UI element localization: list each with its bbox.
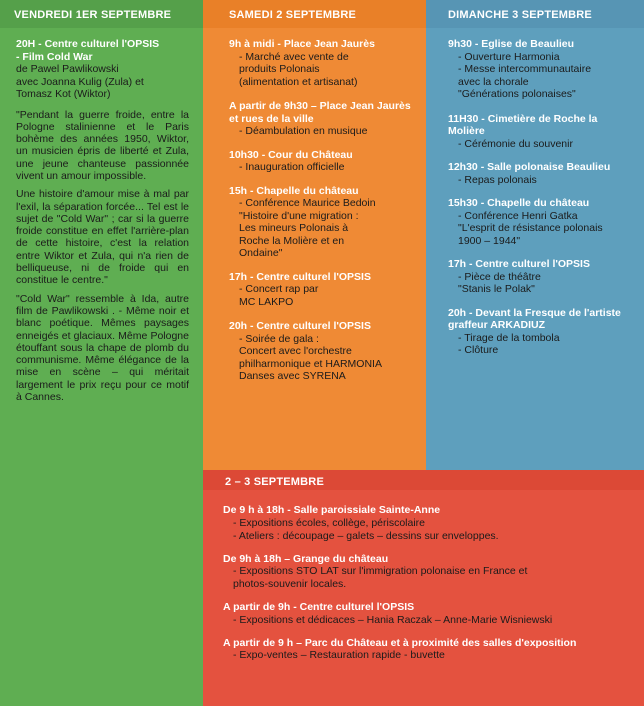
saturday-event-title: 9h à midi - Place Jean Jaurès xyxy=(229,38,375,50)
sunday-event-line: avec la chorale xyxy=(458,75,529,88)
weekend-panel xyxy=(203,470,644,706)
friday-film-line: - Film Cold War xyxy=(16,50,93,63)
sunday-event xyxy=(448,258,636,296)
sunday-event xyxy=(448,197,636,247)
weekend-event-line: - Expositions et dédicaces – Hania Raczak – Anne-Marie Wisniewski xyxy=(233,613,553,626)
sunday-event-line: "L'esprit de résistance polonais xyxy=(458,222,603,234)
weekend-body xyxy=(203,504,644,662)
sunday-event-title: 15h30 - Chapelle du château xyxy=(448,197,590,209)
saturday-event-line: Les mineurs Polonais à xyxy=(239,222,349,234)
saturday-event-line: produits Polonais xyxy=(239,63,320,75)
saturday-event-line: "Histoire d'une migration : xyxy=(239,209,359,222)
saturday-event-title: 15h - Chapelle du château xyxy=(229,184,359,197)
weekend-event-title: De 9h à 18h – Grange du château xyxy=(223,552,389,565)
sunday-event-line: 1900 – 1944" xyxy=(458,234,521,247)
sunday-event-line: - Tirage de la tombola xyxy=(458,331,560,344)
sunday-event-title: 11H30 - Cimetière de Roche la Molière xyxy=(448,112,598,137)
weekend-event-line: - Expositions écoles, collège, périscolaire xyxy=(233,516,426,529)
saturday-event xyxy=(229,320,412,383)
saturday-event-line: Roche la Molière et en xyxy=(239,234,345,247)
weekend-event-line: - Expositions STO LAT sur l'immigration polonaise en France et xyxy=(233,565,528,577)
sunday-event-title: 12h30 - Salle polonaise Beaulieu xyxy=(448,161,611,173)
sunday-event xyxy=(448,38,636,101)
saturday-event-line: Ondaine" xyxy=(239,247,283,259)
friday-synopsis: "Pendant la guerre froide, entre la Pologne stalinienne et le Paris bohème des années 1950, Wiktor, un musicien épris de liberté et Zula, une jeune chanteuse passionnée vivent un amour impossible. xyxy=(16,108,189,182)
weekend-event-title: A partir de 9h - Centre culturel l'OPSIS xyxy=(223,601,415,613)
friday-column xyxy=(0,0,203,706)
sunday-event-line: - Ouverture Harmonia xyxy=(458,50,560,63)
sunday-event-title: 9h30 - Eglise de Beaulieu xyxy=(448,38,575,50)
saturday-event-title: 20h - Centre culturel l'OPSIS xyxy=(229,320,371,332)
saturday-event xyxy=(229,271,412,309)
sunday-event xyxy=(448,161,636,186)
saturday-event-line: (alimentation et artisanat) xyxy=(239,75,358,88)
sunday-event-line: - Repas polonais xyxy=(458,173,537,186)
sunday-event-line: - Messe intercommunautaire xyxy=(458,63,592,75)
weekend-event-line: - Ateliers : découpage – galets – dessins sur enveloppes. xyxy=(233,529,499,542)
saturday-column xyxy=(203,0,426,470)
saturday-event-line: - Inauguration officielle xyxy=(239,161,345,173)
saturday-event-title: A partir de 9h30 – Place Jean Jaurès et rues de la ville xyxy=(229,100,411,125)
saturday-event-line: - Marché avec vente de xyxy=(239,50,349,63)
weekend-event-title: De 9 h à 18h - Salle paroissiale Sainte-Anne xyxy=(223,504,441,516)
sunday-column xyxy=(426,0,644,470)
sunday-event-title: 17h - Centre culturel l'OPSIS xyxy=(448,258,590,270)
sunday-body xyxy=(426,38,644,357)
weekend-event-title: A partir de 9 h – Parc du Château et à proximité des salles d'exposition xyxy=(223,636,577,649)
friday-header: VENDREDI 1ER SEPTEMBRE xyxy=(0,0,203,28)
weekend-event xyxy=(223,637,632,663)
sunday-event-line: - Pièce de théâtre xyxy=(458,270,541,283)
saturday-event-line: Concert avec l'orchestre xyxy=(239,345,352,357)
weekend-event xyxy=(223,601,632,627)
saturday-event xyxy=(229,185,412,260)
friday-body xyxy=(0,38,203,409)
saturday-event-line: MC LAKPO xyxy=(239,295,294,308)
weekend-event xyxy=(223,504,632,543)
weekend-header: 2 – 3 SEPTEMBRE xyxy=(203,470,644,490)
sunday-event-line: "Stanis le Polak" xyxy=(458,283,535,295)
weekend-event-line: - Expo-ventes – Restauration rapide - buvette xyxy=(233,649,445,661)
saturday-body xyxy=(203,38,426,383)
saturday-event-line: - Conférence Maurice Bedoin xyxy=(239,197,376,209)
saturday-event-line: - Déambulation en musique xyxy=(239,125,368,137)
saturday-event-title: 17h - Centre culturel l'OPSIS xyxy=(229,270,371,283)
friday-synopsis-2: Une histoire d'amour mise à mal par l'exil, la séparation forcée... Tel est le sujet de "Cold War" ; car si la guerre froide constitue en effet l'arrière-plan de cette histoire, c'est la relation entre Wiktor et Zula, qui n'a rien de belliqueuse, ni de froide qui en constitue le centre." xyxy=(16,188,189,287)
sunday-event-line: "Générations polonaises" xyxy=(458,88,576,100)
friday-synopsis-block xyxy=(16,109,189,404)
friday-film-line: avec Joanna Kulig (Zula) et xyxy=(16,75,144,88)
saturday-event xyxy=(229,38,412,88)
saturday-event xyxy=(229,149,412,174)
friday-event-time: 20H - Centre culturel l'OPSIS xyxy=(16,38,160,50)
weekend-event-line: photos-souvenir locales. xyxy=(233,578,347,590)
sunday-event-line: - Cérémonie du souvenir xyxy=(458,137,573,150)
sunday-event-line: - Conférence Henri Gatka xyxy=(458,209,578,222)
sunday-header: DIMANCHE 3 SEPTEMBRE xyxy=(426,0,644,28)
friday-film-line: Tomasz Kot (Wiktor) xyxy=(16,88,111,100)
saturday-event-line: - Concert rap par xyxy=(239,283,319,295)
sunday-event xyxy=(448,113,636,151)
saturday-event-line: philharmonique et HARMONIA xyxy=(239,357,382,370)
weekend-event xyxy=(223,553,632,592)
saturday-event-title: 10h30 - Cour du Château xyxy=(229,148,353,161)
friday-event xyxy=(16,38,189,101)
sunday-event-title: 20h - Devant la Fresque de l'artiste graffeur ARKADIUZ xyxy=(448,306,621,331)
saturday-header: SAMEDI 2 SEPTEMBRE xyxy=(203,0,426,28)
saturday-event-line: - Soirée de gala : xyxy=(239,332,319,345)
saturday-event-line: Danses avec SYRENA xyxy=(239,370,346,382)
friday-review: "Cold War" ressemble à Ida, autre film de Pawlikowski . - Même noir et blanc poétique. Mêmes paysages enneigés et glaciaux. Même Pologne étouffant sous la chape de plomb du communisme. Même élégance de la mise en scène – qui méritait largement le prix reçu pour ce motif à Cannes. xyxy=(16,292,189,404)
sunday-event-line: - Clôture xyxy=(458,344,499,356)
saturday-event xyxy=(229,100,412,138)
friday-film-line: de Pawel Pawlikowski xyxy=(16,63,119,75)
sunday-event xyxy=(448,307,636,357)
